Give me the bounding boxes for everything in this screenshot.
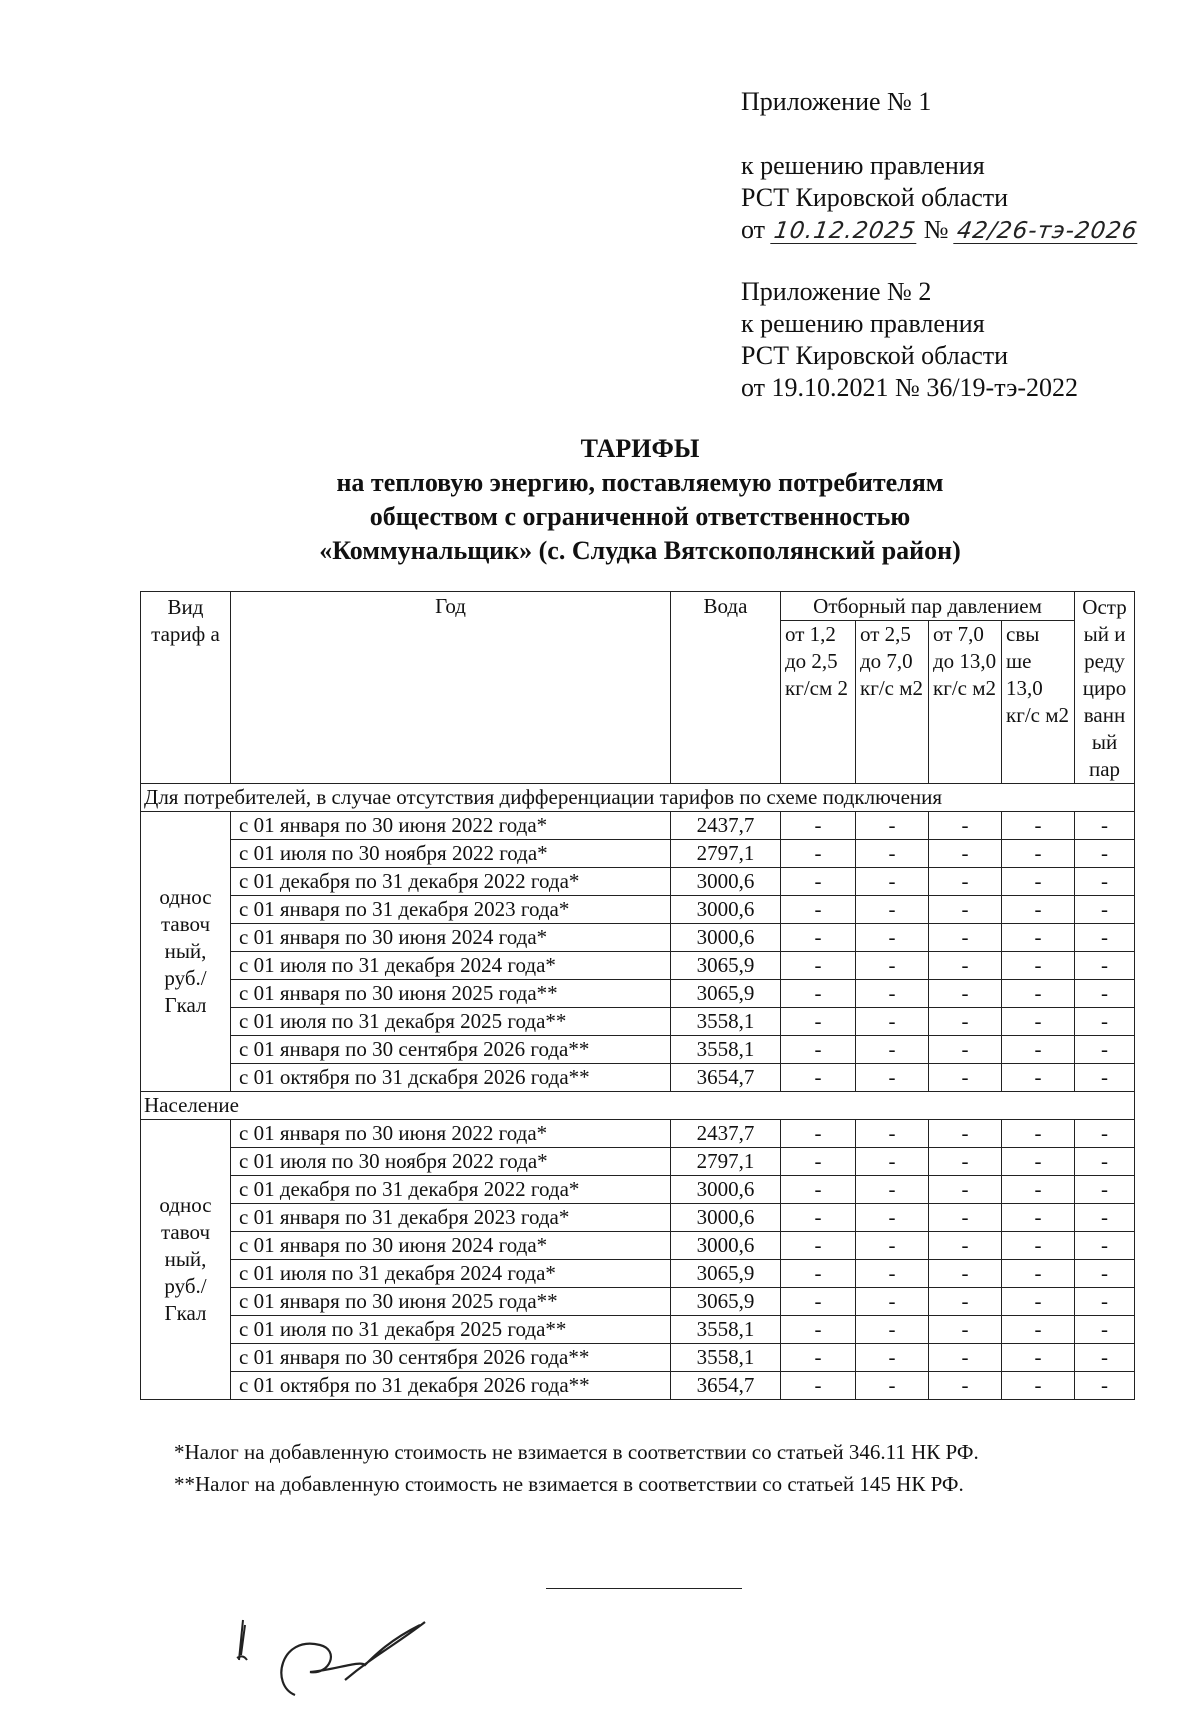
section-title: Для потребителей, в случае отсутствия дифференциации тарифов по схеме подключения [141,784,1135,812]
water-tariff-cell: 2437,7 [671,1120,781,1148]
period-cell: с 01 декабря по 31 декабря 2022 года* [231,868,671,896]
header-pressure-3: от 7,0 до 13,0 кг/с м2 [929,621,1002,784]
steam-tariff-cell: - [781,1148,856,1176]
period-cell: с 01 января по 30 июня 2025 года** [231,980,671,1008]
water-tariff-cell: 3558,1 [671,1316,781,1344]
steam-tariff-cell: - [929,1372,1002,1400]
water-tariff-cell: 3000,6 [671,1176,781,1204]
table-row [141,1372,1135,1400]
steam-tariff-cell: - [781,1260,856,1288]
steam-tariff-cell: - [1075,896,1135,924]
steam-tariff-cell: - [856,1344,929,1372]
steam-tariff-cell: - [929,868,1002,896]
footnote-2: **Налог на добавленную стоимость не взимается в соответствии со статьей 145 НК РФ. [174,1472,964,1496]
steam-tariff-cell: - [856,840,929,868]
steam-tariff-cell: - [856,1204,929,1232]
water-tariff-cell: 3065,9 [671,1288,781,1316]
steam-tariff-cell: - [856,1008,929,1036]
steam-tariff-cell: - [781,868,856,896]
period-cell: с 01 января по 30 сентября 2026 года** [231,1344,671,1372]
steam-tariff-cell: - [781,1176,856,1204]
header-steam-group: Отборный пар давлением [781,592,1075,621]
spacer [741,118,1139,150]
header-pressure-1: от 1,2 до 2,5 кг/см 2 [781,621,856,784]
annex-2-block [741,276,1078,404]
steam-tariff-cell: - [856,1148,929,1176]
steam-tariff-cell: - [1002,1344,1075,1372]
water-tariff-cell: 3065,9 [671,980,781,1008]
steam-tariff-cell: - [929,1232,1002,1260]
steam-tariff-cell: - [1075,1176,1135,1204]
table-row [141,896,1135,924]
period-cell: с 01 июля по 31 декабря 2024 года* [231,1260,671,1288]
handwritten-date: 10.12.2025 [771,218,918,244]
table-row [141,840,1135,868]
water-tariff-cell: 2437,7 [671,812,781,840]
steam-tariff-cell: - [1075,1148,1135,1176]
table-row [141,952,1135,980]
steam-tariff-cell: - [929,1064,1002,1092]
steam-tariff-cell: - [929,952,1002,980]
annex-2-line-3: от 19.10.2021 № 36/19-тэ-2022 [741,373,1079,402]
header-pressure-4: свы ше 13,0 кг/с м2 [1002,621,1075,784]
steam-tariff-cell: - [929,896,1002,924]
annex-1-no: № [923,215,949,244]
steam-tariff-cell: - [929,1204,1002,1232]
table-row [141,1316,1135,1344]
period-cell: с 01 января по 30 июня 2022 года* [231,1120,671,1148]
water-tariff-cell: 3065,9 [671,1260,781,1288]
period-cell: с 01 января по 30 июня 2025 года** [231,1288,671,1316]
signature-image [225,1600,455,1710]
annex-1-block [741,86,1139,246]
steam-tariff-cell: - [1075,812,1135,840]
steam-tariff-cell: - [1075,1064,1135,1092]
table-row [141,1148,1135,1176]
steam-tariff-cell: - [1075,980,1135,1008]
header-type: Вид тариф а [141,592,231,784]
steam-tariff-cell: - [929,1036,1002,1064]
steam-tariff-cell: - [1002,980,1075,1008]
steam-tariff-cell: - [929,1260,1002,1288]
steam-tariff-cell: - [781,1008,856,1036]
handwritten-number: 42/26-тэ-2026 [955,218,1140,244]
annex-1-line-2: РСТ Кировской области [741,183,1009,212]
steam-tariff-cell: - [1002,840,1075,868]
steam-tariff-cell: - [929,980,1002,1008]
steam-tariff-cell: - [1075,1316,1135,1344]
annex-1-line-1: к решению правления [741,151,985,180]
tariff-table [140,591,1135,1400]
steam-tariff-cell: - [1075,1344,1135,1372]
steam-tariff-cell: - [1075,1036,1135,1064]
steam-tariff-cell: - [856,1260,929,1288]
steam-tariff-cell: - [1002,812,1075,840]
steam-tariff-cell: - [781,1344,856,1372]
header-year: Год [231,592,671,784]
period-cell: с 01 июля по 31 декабря 2025 года** [231,1008,671,1036]
table-row [141,812,1135,840]
steam-tariff-cell: - [929,924,1002,952]
water-tariff-cell: 3654,7 [671,1372,781,1400]
period-cell: с 01 января по 30 июня 2022 года* [231,812,671,840]
water-tariff-cell: 3000,6 [671,868,781,896]
steam-tariff-cell: - [856,1120,929,1148]
annex-2-line-2: РСТ Кировской области [741,341,1009,370]
steam-tariff-cell: - [1002,1120,1075,1148]
period-cell: с 01 октября по 31 дскабря 2026 года** [231,1064,671,1092]
header-row-1 [141,592,1135,621]
section-row [141,784,1135,812]
steam-tariff-cell: - [781,840,856,868]
separator-line [546,1588,742,1589]
period-cell: с 01 января по 31 декабря 2023 года* [231,1204,671,1232]
steam-tariff-cell: - [781,1288,856,1316]
steam-tariff-cell: - [856,1176,929,1204]
period-cell: с 01 октября по 31 декабря 2026 года** [231,1372,671,1400]
table-row [141,1120,1135,1148]
steam-tariff-cell: - [1002,868,1075,896]
steam-tariff-cell: - [1075,952,1135,980]
heading-title: ТАРИФЫ [580,434,700,463]
water-tariff-cell: 2797,1 [671,840,781,868]
steam-tariff-cell: - [856,952,929,980]
steam-tariff-cell: - [856,1064,929,1092]
steam-tariff-cell: - [781,1036,856,1064]
steam-tariff-cell: - [856,1316,929,1344]
section-row [141,1092,1135,1120]
period-cell: с 01 июля по 31 декабря 2024 года* [231,952,671,980]
water-tariff-cell: 3654,7 [671,1064,781,1092]
steam-tariff-cell: - [1075,1120,1135,1148]
steam-tariff-cell: - [1075,840,1135,868]
table-row [141,1064,1135,1092]
annex-2-line-1: к решению правления [741,309,985,338]
period-cell: с 01 июля по 30 ноября 2022 года* [231,1148,671,1176]
steam-tariff-cell: - [1002,1372,1075,1400]
steam-tariff-cell: - [856,1288,929,1316]
table-row [141,1288,1135,1316]
header-sharp-steam: Остр ый и реду циро ванн ый пар [1075,592,1135,784]
steam-tariff-cell: - [1002,896,1075,924]
steam-tariff-cell: - [781,1120,856,1148]
steam-tariff-cell: - [929,840,1002,868]
table-row [141,1260,1135,1288]
steam-tariff-cell: - [1002,1064,1075,1092]
table-row [141,1036,1135,1064]
steam-tariff-cell: - [929,1176,1002,1204]
steam-tariff-cell: - [929,1148,1002,1176]
steam-tariff-cell: - [781,1232,856,1260]
steam-tariff-cell: - [781,1204,856,1232]
annex-1-title: Приложение № 1 [741,87,932,116]
steam-tariff-cell: - [929,1008,1002,1036]
table-row [141,1008,1135,1036]
period-cell: с 01 июля по 31 декабря 2025 года** [231,1316,671,1344]
steam-tariff-cell: - [1075,1372,1135,1400]
steam-tariff-cell: - [1002,924,1075,952]
water-tariff-cell: 3000,6 [671,1204,781,1232]
steam-tariff-cell: - [856,896,929,924]
steam-tariff-cell: - [1002,952,1075,980]
water-tariff-cell: 3000,6 [671,1232,781,1260]
water-tariff-cell: 3558,1 [671,1344,781,1372]
steam-tariff-cell: - [1075,868,1135,896]
steam-tariff-cell: - [781,812,856,840]
steam-tariff-cell: - [856,1232,929,1260]
steam-tariff-cell: - [781,1372,856,1400]
tariff-type-cell: однос тавоч ный, руб./ Гкал [141,812,231,1092]
period-cell: с 01 января по 30 сентября 2026 года** [231,1036,671,1064]
period-cell: с 01 декабря по 31 декабря 2022 года* [231,1176,671,1204]
steam-tariff-cell: - [929,1316,1002,1344]
steam-tariff-cell: - [781,980,856,1008]
steam-tariff-cell: - [1002,1204,1075,1232]
steam-tariff-cell: - [781,1064,856,1092]
steam-tariff-cell: - [856,980,929,1008]
period-cell: с 01 июля по 30 ноября 2022 года* [231,840,671,868]
steam-tariff-cell: - [856,868,929,896]
header-pressure-2: от 2,5 до 7,0 кг/с м2 [856,621,929,784]
steam-tariff-cell: - [1002,1148,1075,1176]
document-heading [140,432,1140,568]
steam-tariff-cell: - [929,1288,1002,1316]
footnote-1: *Налог на добавленную стоимость не взимается в соответствии со статьей 346.11 НК РФ. [174,1440,979,1464]
heading-line-2: обществом с ограниченной ответственностью [369,502,911,531]
steam-tariff-cell: - [781,1316,856,1344]
table-row [141,868,1135,896]
steam-tariff-cell: - [1002,1008,1075,1036]
water-tariff-cell: 3558,1 [671,1008,781,1036]
table-row [141,980,1135,1008]
steam-tariff-cell: - [929,1120,1002,1148]
steam-tariff-cell: - [1075,1008,1135,1036]
water-tariff-cell: 3558,1 [671,1036,781,1064]
steam-tariff-cell: - [1002,1316,1075,1344]
period-cell: с 01 января по 31 декабря 2023 года* [231,896,671,924]
steam-tariff-cell: - [1002,1176,1075,1204]
steam-tariff-cell: - [781,952,856,980]
steam-tariff-cell: - [856,924,929,952]
steam-tariff-cell: - [781,924,856,952]
steam-tariff-cell: - [1075,1204,1135,1232]
steam-tariff-cell: - [856,812,929,840]
water-tariff-cell: 3000,6 [671,924,781,952]
table-row [141,1204,1135,1232]
annex-1-from: от [741,215,766,244]
footnotes [174,1436,979,1500]
steam-tariff-cell: - [929,812,1002,840]
heading-line-1: на тепловую энергию, поставляемую потребителям [336,468,944,497]
steam-tariff-cell: - [929,1344,1002,1372]
annex-2-title: Приложение № 2 [741,277,932,306]
table-row [141,1232,1135,1260]
section-title: Население [141,1092,1135,1120]
water-tariff-cell: 3000,6 [671,896,781,924]
steam-tariff-cell: - [856,1372,929,1400]
period-cell: с 01 января по 30 июня 2024 года* [231,924,671,952]
steam-tariff-cell: - [1002,1232,1075,1260]
header-water: Вода [671,592,781,784]
water-tariff-cell: 2797,1 [671,1148,781,1176]
steam-tariff-cell: - [1002,1288,1075,1316]
water-tariff-cell: 3065,9 [671,952,781,980]
annex-1-line-3 [741,214,1139,246]
period-cell: с 01 января по 30 июня 2024 года* [231,1232,671,1260]
steam-tariff-cell: - [1002,1260,1075,1288]
table-row [141,1176,1135,1204]
steam-tariff-cell: - [1075,1288,1135,1316]
steam-tariff-cell: - [1002,1036,1075,1064]
table-row [141,1344,1135,1372]
steam-tariff-cell: - [1075,1232,1135,1260]
steam-tariff-cell: - [856,1036,929,1064]
steam-tariff-cell: - [1075,1260,1135,1288]
table-row [141,924,1135,952]
tariff-type-cell: однос тавоч ный, руб./ Гкал [141,1120,231,1400]
steam-tariff-cell: - [781,896,856,924]
steam-tariff-cell: - [1075,924,1135,952]
heading-line-3: «Коммунальщик» (с. Слудка Вятскополянский район) [319,536,961,565]
